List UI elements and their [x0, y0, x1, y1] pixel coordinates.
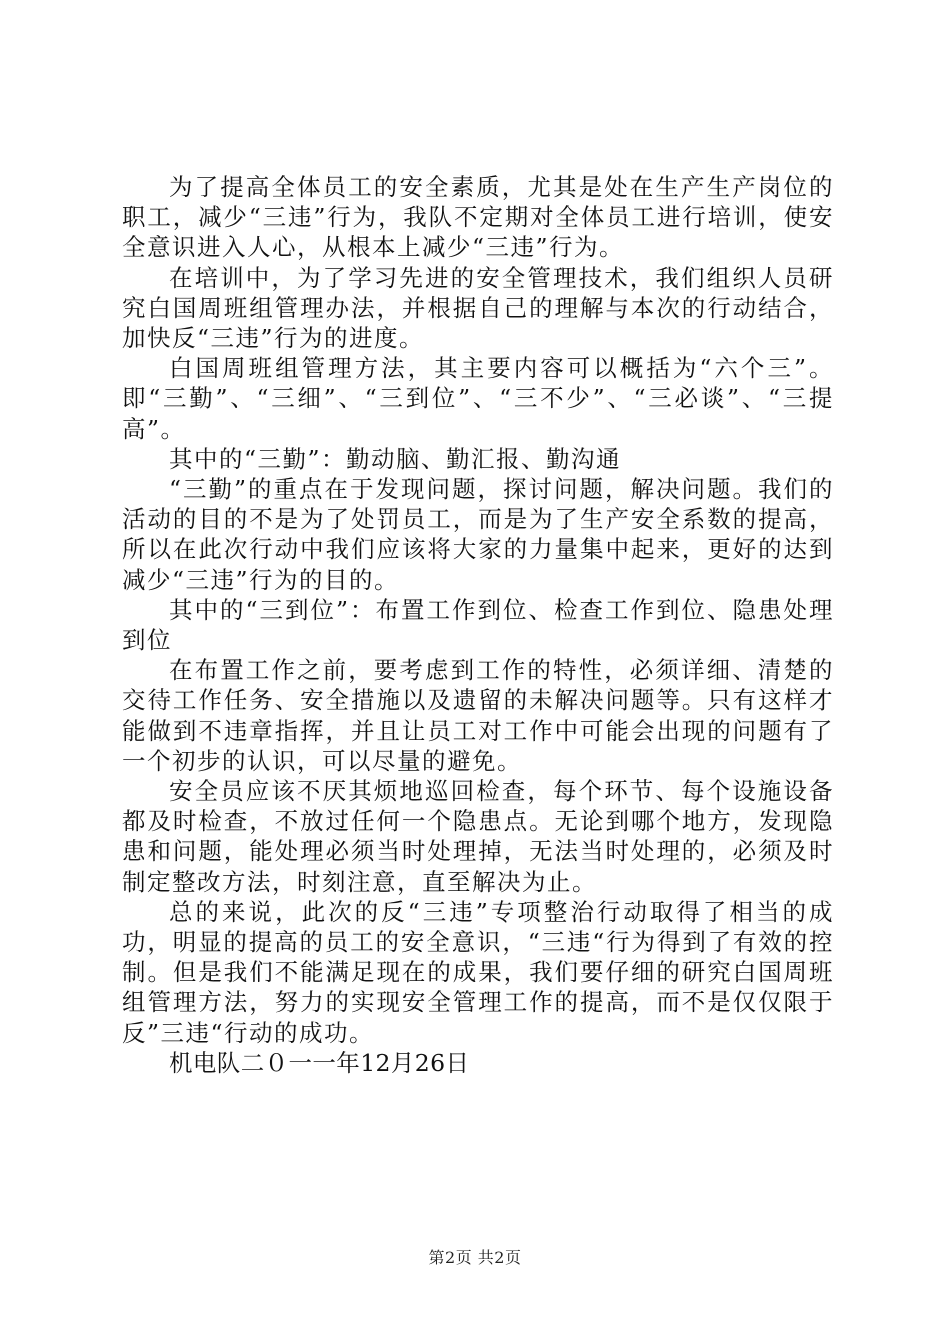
paragraph-six-threes: 白国周班组管理方法，其主要内容可以概括为“六个三”。即“三勤”、“三细”、“三到位”、“三不少”、“三必谈”、“三提高”。: [122, 354, 834, 443]
paragraph-training-intro: 为了提高全体员工的安全素质，尤其是处在生产生产岗位的职工，减少“三违”行为，我队不定期对全体员工进行培训，使安全意识进入人心，从根本上减少“三违”行为。: [122, 173, 834, 262]
paragraph-three-in-place-heading: 其中的“三到位”：布置工作到位、检查工作到位、隐患处理到位: [122, 595, 834, 655]
paragraph-conclusion: 总的来说，此次的反“三违”专项整治行动取得了相当的成功，明显的提高的员工的安全意识，“三违“行为得到了有效的控制。但是我们不能满足现在的成果，我们要仔细的研究白国周班组管理方法，努力的实现安全管理工作的提高，而不是仅仅限于反”三违“行动的成功。: [122, 897, 834, 1047]
paragraph-training-method: 在培训中，为了学习先进的安全管理技术，我们组织人员研究白国周班组管理办法，并根据自己的理解与本次的行动结合，加快反“三违”行为的进度。: [122, 263, 834, 353]
paragraph-three-qin-detail: “三勤”的重点在于发现问题，探讨问题，解决问题。我们的活动的目的不是为了处罚员工，而是为了生产安全系数的提高，所以在此次行动中我们应该将大家的力量集中起来，更好的达到减少“三违”行为的目的。: [122, 475, 834, 594]
page-number-footer: 第2页 共2页: [428, 1248, 522, 1267]
paragraph-three-qin-heading: 其中的“三勤”：勤动脑、勤汇报、勤沟通: [169, 444, 622, 473]
paragraph-safety-inspection: 安全员应该不厌其烦地巡回检查，每个环节、每个设施设备都及时检查，不放过任何一个隐患点。无论到哪个地方，发现隐患和问题，能处理必须当时处理掉，无法当时处理的，必须及时制定整改方法，时刻注意，直至解决为止。: [122, 777, 834, 896]
paragraph-work-arrangement: 在布置工作之前，要考虑到工作的特性，必须详细、清楚的交待工作任务、安全措施以及遗留的未解决问题等。只有这样才能做到不违章指挥，并且让员工对工作中可能会出现的问题有了一个初步的认识，可以尽量的避免。: [122, 656, 834, 775]
signature-date: 机电队二０一一年12月26日: [169, 1048, 470, 1077]
document-body: [122, 172, 834, 1078]
